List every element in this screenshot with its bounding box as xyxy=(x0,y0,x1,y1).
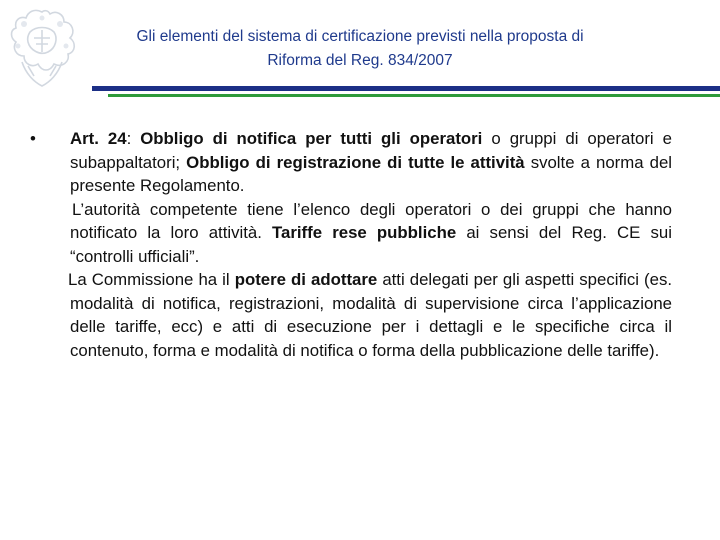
text-run: o gruppi di operatori e subappaltatori; xyxy=(70,129,672,172)
text-run: La Commissione ha il xyxy=(68,270,235,289)
text-run: : xyxy=(126,129,141,148)
public-fees: Tariffe rese pubbliche xyxy=(272,223,457,242)
bullet-marker: • xyxy=(30,129,36,148)
emblem-watermark-icon xyxy=(4,2,80,94)
text-run: atti delegati per gli aspetti specifici (es. modalità di notifica, registrazioni, modalità di supervisione circa l’applicazione delle tariffe, ecc) e atti di esecuzione per i dettagli e le specifiche circa il contenuto, forma e modalità di notifica o forma della pubblicazione delle tariffe). xyxy=(70,270,673,360)
art-ref: Art. 24 xyxy=(70,129,127,148)
power-to-adopt: potere di adottare xyxy=(234,270,378,289)
slide-title-line-2: Riforma del Reg. 834/2007 xyxy=(267,52,453,69)
header-rule-green xyxy=(108,94,720,97)
paragraph-art24 xyxy=(70,127,672,198)
registration-obligation: Obbligo di registrazione di tutte le attività xyxy=(186,152,525,172)
paragraph-commission xyxy=(70,268,672,362)
text-run: ai sensi del Reg. CE sui “controlli ufficiali”. xyxy=(70,223,672,266)
header-rule-blue xyxy=(92,86,720,91)
slide-title xyxy=(70,25,650,73)
text-run: svolte a norma del presente Regolamento. xyxy=(70,152,673,195)
text-run: L’autorità competente tiene l’elenco degli operatori o dei gruppi che hanno notificato la loro attività. xyxy=(70,199,672,242)
slide-title-line-1: Gli elementi del sistema di certificazione previsti nella proposta di xyxy=(136,28,584,45)
paragraph-competent-authority xyxy=(70,198,672,269)
notification-obligation: Obbligo di notifica per tutti gli operatori xyxy=(140,129,483,148)
slide-body xyxy=(30,127,672,362)
